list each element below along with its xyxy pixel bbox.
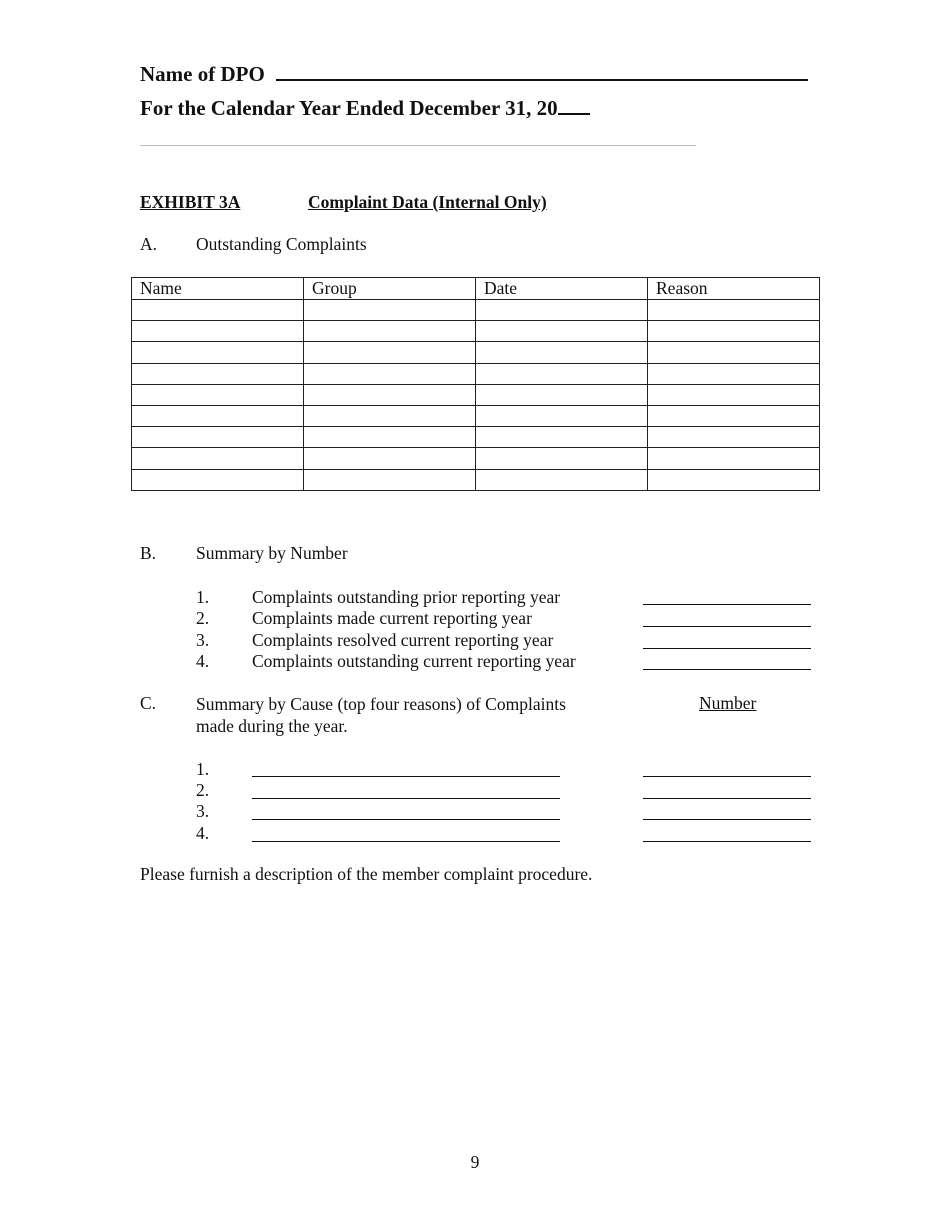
section-c-title: [196, 693, 566, 737]
column-header-name: Name: [132, 278, 304, 300]
summary-item-blank: [643, 604, 811, 605]
cause-item-number: 1.: [196, 759, 210, 779]
table-cell-name[interactable]: [132, 363, 304, 384]
cause-item-number: 3.: [196, 801, 210, 821]
cause-count-blank: [643, 776, 811, 777]
section-c-title-line2: made during the year.: [196, 716, 348, 736]
exhibit-title: Complaint Data (Internal Only): [308, 192, 547, 212]
column-header-group: Group: [304, 278, 476, 300]
summary-item-number: 3.: [196, 630, 210, 650]
table-cell-group[interactable]: [304, 469, 476, 490]
table-cell-group[interactable]: [304, 427, 476, 448]
table-cell-date[interactable]: [476, 405, 648, 426]
table-cell-reason[interactable]: [648, 448, 820, 469]
table-cell-name[interactable]: [132, 384, 304, 405]
calendar-year-line: [140, 96, 590, 121]
column-header-date: Date: [476, 278, 648, 300]
table-cell-date[interactable]: [476, 448, 648, 469]
section-c-title-line1: Summary by Cause (top four reasons) of Complaints: [196, 694, 566, 714]
section-a-letter: A.: [140, 234, 158, 254]
header-rule: [140, 145, 696, 146]
section-c-letter: C.: [140, 693, 157, 713]
summary-item-label: Complaints outstanding current reporting year: [252, 651, 576, 671]
calendar-year-label: For the Calendar Year Ended December 31, 20: [140, 96, 558, 120]
procedure-description-prompt: Please furnish a description of the member complaint procedure.: [140, 864, 593, 884]
exhibit-number: EXHIBIT 3A: [140, 192, 241, 212]
table-cell-reason[interactable]: [648, 427, 820, 448]
table-cell-date[interactable]: [476, 363, 648, 384]
table-cell-group[interactable]: [304, 363, 476, 384]
table-cell-date[interactable]: [476, 342, 648, 363]
cause-item-blank: [252, 798, 560, 799]
summary-item-blank: [643, 669, 811, 670]
table-cell-group[interactable]: [304, 405, 476, 426]
table-header-row: [132, 278, 820, 300]
table-row: [132, 384, 820, 405]
table-cell-name[interactable]: [132, 469, 304, 490]
cause-count-blank: [643, 798, 811, 799]
column-header-reason: Reason: [648, 278, 820, 300]
dpo-name-blank: [276, 79, 808, 81]
table-cell-reason[interactable]: [648, 469, 820, 490]
table-cell-reason[interactable]: [648, 363, 820, 384]
outstanding-complaints-table: [131, 277, 820, 491]
dpo-label: Name of DPO: [140, 62, 265, 86]
cause-item-blank: [252, 776, 560, 777]
summary-item-label: Complaints resolved current reporting year: [252, 630, 554, 650]
section-b-letter: B.: [140, 543, 157, 563]
table-row: [132, 427, 820, 448]
table-body: [132, 300, 820, 491]
summary-item-number: 2.: [196, 608, 210, 628]
table-cell-reason[interactable]: [648, 384, 820, 405]
table-row: [132, 321, 820, 342]
cause-count-blank: [643, 819, 811, 820]
table-cell-group[interactable]: [304, 300, 476, 321]
dpo-name-line: [140, 62, 808, 87]
cause-item-number: 4.: [196, 823, 210, 843]
table-row: [132, 363, 820, 384]
table-cell-date[interactable]: [476, 469, 648, 490]
cause-item-number: 2.: [196, 780, 210, 800]
table-cell-name[interactable]: [132, 321, 304, 342]
table-row: [132, 469, 820, 490]
cause-item-blank: [252, 819, 560, 820]
summary-item-number: 4.: [196, 651, 210, 671]
table-cell-name[interactable]: [132, 342, 304, 363]
year-blank: [558, 113, 590, 115]
number-column-header: Number: [699, 693, 757, 713]
table-cell-group[interactable]: [304, 342, 476, 363]
table-cell-group[interactable]: [304, 384, 476, 405]
table-cell-reason[interactable]: [648, 342, 820, 363]
cause-count-blank: [643, 841, 811, 842]
table-row: [132, 342, 820, 363]
table-cell-reason[interactable]: [648, 300, 820, 321]
table-cell-date[interactable]: [476, 427, 648, 448]
summary-item-blank: [643, 626, 811, 627]
table-cell-name[interactable]: [132, 448, 304, 469]
section-b-title: Summary by Number: [196, 543, 348, 563]
table-row: [132, 405, 820, 426]
summary-item-label: Complaints made current reporting year: [252, 608, 532, 628]
table-cell-date[interactable]: [476, 321, 648, 342]
table-cell-date[interactable]: [476, 300, 648, 321]
table-cell-date[interactable]: [476, 384, 648, 405]
page-number: 9: [470, 1152, 480, 1172]
table-row: [132, 300, 820, 321]
summary-item-number: 1.: [196, 587, 210, 607]
table-cell-reason[interactable]: [648, 321, 820, 342]
table-cell-group[interactable]: [304, 448, 476, 469]
summary-item-label: Complaints outstanding prior reporting year: [252, 587, 561, 607]
table-cell-reason[interactable]: [648, 405, 820, 426]
table-cell-name[interactable]: [132, 427, 304, 448]
table-cell-group[interactable]: [304, 321, 476, 342]
table-cell-name[interactable]: [132, 405, 304, 426]
cause-item-blank: [252, 841, 560, 842]
table-cell-name[interactable]: [132, 300, 304, 321]
summary-item-blank: [643, 648, 811, 649]
table-row: [132, 448, 820, 469]
section-a-title: Outstanding Complaints: [196, 234, 367, 254]
